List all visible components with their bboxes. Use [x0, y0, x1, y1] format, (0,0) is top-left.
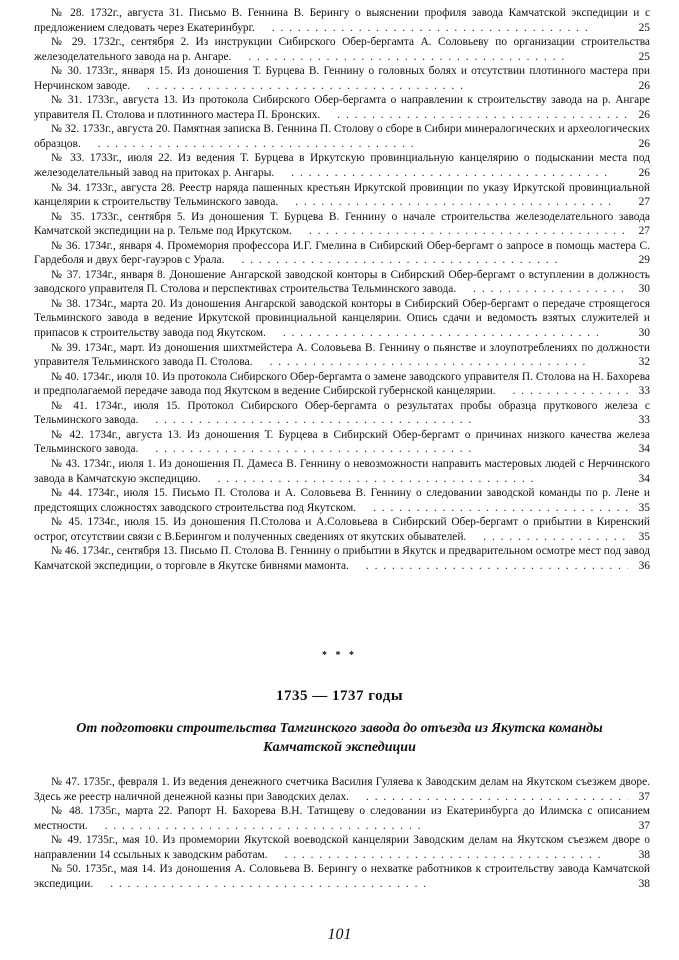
entry-page-number: 35	[638, 501, 650, 514]
dot-leader	[292, 224, 628, 239]
dot-leader	[255, 21, 628, 36]
entry-text: № 37. 1734г., января 8. Доношение Ангарской заводской конторы в Сибирский Обер-бергамт о вступлении в должность заводского управителя П. Столова и перспективах строительства Тельминского завода.	[34, 268, 650, 296]
entry-text: № 46. 1734г., сентября 13. Письмо П. Столова В. Геннину о прибытии в Якутск и предварительном осмотре мест под завод Камчатской экспедиции, о торговле в Якутске бивнями мамонта.	[34, 545, 650, 572]
entry-text: № 44. 1734г., июля 15. Письмо П. Столова и А. Соловьева В. Геннину о следовании заводской команды по р. Лене и предстоящих сложностях заводского строительства под Якутском.	[34, 487, 650, 514]
toc-entry	[34, 515, 650, 544]
entry-page-number: 34	[638, 443, 650, 456]
dot-leader	[278, 195, 628, 210]
toc-entry	[34, 370, 650, 399]
dot-leader	[138, 442, 628, 457]
dot-leader	[349, 559, 628, 574]
dot-leader	[138, 413, 628, 428]
entry-text: № 43. 1734г., июля 1. Из доношения П. Дамеса В. Геннину о невозможности направить мастеровых людей с Нерчинского завода в Камчатскую экспедицию.	[34, 457, 650, 485]
toc-entry	[34, 428, 650, 457]
toc-entry	[34, 457, 650, 486]
toc-entry	[34, 297, 650, 341]
toc-entry	[34, 775, 650, 804]
entry-text: № 36. 1734г., января 4. Промемория профессора И.Г. Гмелина в Сибирский Обер-бергамт о запросе в помощь мастера С. Гардеболя и двух берг-гауэров с Урала.	[34, 239, 650, 267]
toc-entry	[34, 181, 650, 210]
toc-entry	[34, 122, 650, 151]
entry-text: № 28. 1732г., августа 31. Письмо В. Геннина В. Берингу о выяснении профиля завода Камчатской экспедиции и с предложением следовать через Екатеринбург.	[34, 7, 650, 34]
entry-page-number: 33	[638, 385, 650, 398]
entry-page-number: 27	[638, 225, 650, 238]
entry-page-number: 26	[638, 79, 650, 92]
toc-entry	[34, 268, 650, 297]
entry-page-number: 30	[638, 327, 650, 340]
entry-page-number: 29	[638, 254, 650, 267]
toc-entry	[34, 486, 650, 515]
entry-page-number: 30	[638, 283, 650, 296]
entry-page-number: 26	[638, 167, 650, 180]
toc-entry	[34, 151, 650, 180]
entry-text: № 30. 1733г., января 15. Из доношения Т. Бурцева В. Геннину о головных болях и отсутствии плотинного мастера при Нерчинском заводе.	[34, 65, 650, 92]
page-number: 101	[327, 926, 352, 943]
dot-leader	[81, 137, 628, 152]
dot-leader	[224, 253, 628, 268]
toc-entry	[34, 399, 650, 428]
dot-leader	[320, 108, 628, 123]
entry-text: № 32. 1733г., августа 20. Памятная записка В. Геннина П. Столову о сборе в Сибири минералогических и археологических образцов.	[34, 123, 650, 150]
entry-page-number: 38	[638, 848, 650, 861]
entries-list-part-2	[34, 775, 650, 891]
dot-leader	[201, 472, 628, 487]
entry-text: № 39. 1734г., март. Из доношения шихтмейстера А. Соловьева В. Геннину о пьянстве и злоупотреблениях по должности управителя Тельминского завода П. Столова.	[34, 341, 650, 369]
entry-page-number: 26	[638, 137, 650, 150]
dot-leader	[456, 282, 628, 297]
toc-entry	[34, 804, 650, 833]
toc-entry	[34, 6, 650, 35]
entry-page-number: 25	[638, 50, 650, 63]
dot-leader	[274, 166, 628, 181]
entry-page-number: 37	[638, 790, 650, 803]
entry-page-number: 25	[638, 21, 650, 34]
toc-entry	[34, 341, 650, 370]
toc-entry	[34, 93, 650, 122]
entry-text: № 47. 1735г., февраля 1. Из ведения денежного счетчика Василия Гуляева к Заводским делам на Якутском съезжем дворе. Здесь же реестр наличной денежной казны при Заводских делах.	[34, 776, 650, 803]
entry-text: № 40. 1734г., июля 10. Из протокола Сибирского Обер-бергамта о замене заводского управителя П. Столова на Н. Бахорева и предполагаемой передаче завода под Якутском в ведение Сибирской губернской канцелярии.	[34, 370, 650, 398]
section-separator: * * *	[322, 650, 357, 661]
toc-entry	[34, 862, 650, 891]
dot-leader	[356, 501, 628, 516]
toc-entry	[34, 833, 650, 862]
dot-leader	[93, 877, 628, 892]
dot-leader	[496, 384, 628, 399]
entry-page-number: 33	[638, 414, 650, 427]
toc-entry	[34, 544, 650, 573]
entry-text: № 34. 1733г., августа 28. Реестр наряда пашенных крестьян Иркутской провинции по указу Иркутской провинциальной канцелярии к строительству Тельминского завода.	[34, 181, 650, 209]
entries-list-part-1	[34, 6, 650, 573]
toc-entry	[34, 35, 650, 64]
dot-leader	[466, 530, 628, 545]
entry-page-number: 38	[638, 877, 650, 890]
entry-text: № 33. 1733г., июля 22. Из ведения Т. Бурцева в Иркутскую провинциальную канцелярию о подыскании места под железоделательный завод на притоках р. Ангары.	[34, 152, 650, 180]
entry-text: № 48. 1735г., марта 22. Рапорт Н. Бахорева В.Н. Татищеву о следовании из Екатеринбурга до Илимска с описанием местности.	[34, 805, 650, 832]
entry-text: № 42. 1734г., августа 13. Из доношения Т. Бурцева в Сибирский Обер-бергамт о причинах низкого качества железа Тельминского завода.	[34, 428, 650, 456]
dot-leader	[268, 848, 628, 863]
entry-page-number: 34	[638, 472, 650, 485]
entry-page-number: 36	[638, 559, 650, 572]
section-subtitle: От подготовки строительства Тамгинского завода до отъезда из Якутска команды Камчатской экспедиции	[76, 721, 603, 755]
toc-entry	[34, 210, 650, 239]
entry-page-number: 32	[638, 356, 650, 369]
dot-leader	[231, 50, 628, 65]
dot-leader	[349, 790, 628, 805]
dot-leader	[130, 79, 628, 94]
entry-text: № 50. 1735г., мая 14. Из доношения А. Соловьева В. Берингу о нехватке работников к строительству завода Камчатской экспедиции.	[34, 863, 650, 890]
entry-page-number: 37	[638, 819, 650, 832]
toc-entry	[34, 239, 650, 268]
entry-text: № 41. 1734г., июля 15. Протокол Сибирского Обер-бергамта о результатах пробы образца пруткового железа с Тельминского завода.	[34, 399, 650, 427]
entry-text: № 35. 1733г., сентября 5. Из доношения Т. Бурцева В. Геннину о начале строительства железоделательного завода Камчатской экспедиции на р. Тельме под Иркутском.	[34, 210, 650, 238]
entry-page-number: 27	[638, 196, 650, 209]
entry-text: № 45. 1734г., июля 15. Из доношения П.Столова и А.Соловьева в Сибирский Обер-бергамт о прибытии в Киренский острог, отсутствии связи с В.Берингом и полученных сведениях от якутских обывателей.	[34, 516, 650, 543]
entry-text: № 31. 1733г., августа 13. Из протокола Сибирского Обер-бергамта о направлении к строительству завода на р. Ангаре управителя П. Столова и плотинного мастера П. Бронских.	[34, 94, 650, 121]
dot-leader	[266, 326, 628, 341]
entry-text: № 49. 1735г., мая 10. Из промемории Якутской воеводской канцелярии Заводским делам на Якутском съезжем дворе о направлении 14 ссыльных к заводским работам.	[34, 834, 650, 861]
dot-leader	[88, 819, 628, 834]
entry-page-number: 26	[638, 108, 650, 121]
entry-text: № 29. 1732г., сентября 2. Из инструкции Сибирского Обер-бергамта А. Соловьеву по организации строительства железоделательного завода на р. Ангаре.	[34, 36, 650, 63]
toc-entry	[34, 64, 650, 93]
entry-text: № 38. 1734г., марта 20. Из доношения Ангарской заводской конторы в Сибирский Обер-бергамт о передаче строящегося Тельминского завода в ведение Иркутской провинциальной канцелярии. Опись сдачи и ведомость взятых служителей и припасов к строительству завода под Якутском.	[34, 297, 650, 340]
section-title: 1735 — 1737 годы	[275, 688, 404, 704]
entry-page-number: 35	[638, 530, 650, 543]
dot-leader	[253, 355, 629, 370]
